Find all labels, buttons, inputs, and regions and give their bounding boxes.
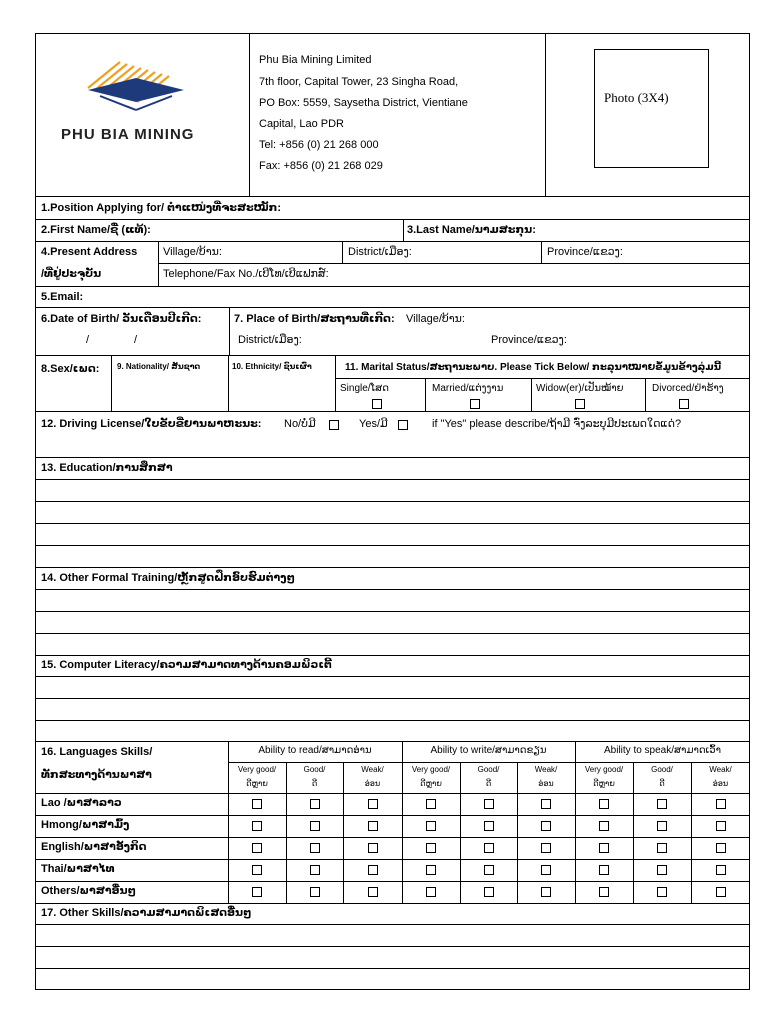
position-applying-label: 1.Position Applying for/ ຕຳແໜ່ງທີ່ຈະສະໝັກ:	[41, 202, 282, 214]
other-skills-label: 17. Other Skills/ຄວາມສາມາດພິເສດອື່ນໆ	[41, 907, 252, 919]
place-of-birth-label: 7. Place of Birth/ສະຖານທີ່ເກີດ:	[234, 313, 395, 325]
language-level-checkbox[interactable]	[252, 799, 262, 809]
driving-license-no-label: No/ບໍ່ມີ	[284, 418, 316, 430]
marital-status-label: 11. Marital Status/ສະຖານະພາບ. Please Tick Below/ ກະລຸນາໝາຍຂໍ້ມູນຂ້າງລຸ່ມນີ້	[345, 362, 722, 373]
checkbox-license-yes[interactable]	[398, 420, 408, 430]
level-header: Good/	[651, 765, 673, 774]
level-header: Weak/	[709, 765, 732, 774]
marital-option-single: Single/ໂສດ	[340, 383, 389, 394]
nationality-label: 9. Nationality/ ສັນຊາດ	[117, 362, 201, 371]
row-line	[35, 655, 750, 656]
level-header-lao: ອ່ອນ	[364, 779, 381, 788]
row-line	[35, 196, 750, 197]
level-header-lao: ດີຫຼາຍ	[246, 779, 268, 788]
birth-district-label: District/ເມືອງ:	[238, 334, 302, 346]
company-name: Phu Bia Mining Limited	[259, 54, 372, 66]
language-level-checkbox[interactable]	[541, 887, 551, 897]
language-row-label: Lao /ພາສາລາວ	[41, 797, 122, 809]
email-label: 5.Email:	[41, 291, 84, 303]
language-level-checkbox[interactable]	[310, 887, 320, 897]
dob-slash: /	[134, 334, 138, 346]
marital-option-divorced: Divorced/ຢ່າຮ້າງ	[652, 383, 724, 394]
address-village-label: Village/ບ້ານ:	[163, 246, 222, 258]
photo-label: Photo (3X4)	[604, 90, 669, 105]
language-level-checkbox[interactable]	[368, 799, 378, 809]
row-line	[35, 523, 750, 524]
row-line	[35, 501, 750, 502]
language-level-checkbox[interactable]	[599, 821, 609, 831]
language-level-checkbox[interactable]	[657, 865, 667, 875]
level-header-lao: ດີ	[485, 779, 492, 788]
language-level-checkbox[interactable]	[252, 821, 262, 831]
level-header: Weak/	[534, 765, 558, 774]
other-training-label: 14. Other Formal Training/ຫຼັກສູດຝຶກອົບຮົມຕ່າງໆ	[41, 572, 295, 584]
row-line	[35, 479, 750, 480]
divider	[425, 378, 426, 411]
driving-license-label: 12. Driving License/ໃບຂັບຂີ່ຍານພາຫະນະ:	[41, 418, 262, 430]
company-address-line2: PO Box: 5559, Saysetha District, Vientiane	[259, 97, 468, 109]
checkbox-license-no[interactable]	[329, 420, 339, 430]
checkbox-divorced[interactable]	[679, 399, 689, 409]
language-level-checkbox[interactable]	[368, 843, 378, 853]
language-level-checkbox[interactable]	[252, 887, 262, 897]
row-line	[35, 720, 750, 721]
divider	[249, 33, 250, 196]
birth-village-label: Village/ບ້ານ:	[406, 313, 465, 325]
row-line	[35, 219, 750, 220]
language-level-checkbox[interactable]	[599, 799, 609, 809]
row-line	[35, 633, 750, 634]
language-level-checkbox[interactable]	[484, 865, 494, 875]
language-level-checkbox[interactable]	[484, 821, 494, 831]
phu-bia-logo-icon	[86, 60, 186, 115]
divider	[229, 307, 230, 355]
language-level-checkbox[interactable]	[426, 821, 436, 831]
row-line	[35, 881, 750, 882]
date-of-birth-label: 6.Date of Birth/ ວັນເດືອນປີເກີດ:	[41, 313, 202, 325]
language-level-checkbox[interactable]	[599, 887, 609, 897]
language-level-checkbox[interactable]	[716, 865, 726, 875]
language-level-checkbox[interactable]	[252, 865, 262, 875]
level-header: Very good/	[237, 765, 277, 774]
language-row-label: Hmong/ພາສາມົ້ງ	[41, 819, 130, 831]
languages-skills-label: 16. Languages Skills/	[41, 746, 153, 758]
level-header: Good/	[303, 765, 326, 774]
checkbox-single[interactable]	[372, 399, 382, 409]
row-line	[35, 676, 750, 677]
sex-label: 8.Sex/ເພດ:	[41, 363, 100, 375]
divider	[158, 241, 159, 286]
driving-license-describe: if "Yes" please describe/ຖ້າມີ ຈົ່ງລະບຸມີປະເພດໃດແດ່?	[432, 418, 682, 430]
first-name-label: 2.First Name/ຊື່ (ແທ້):	[41, 224, 151, 236]
marital-option-married: Married/ແຕ່ງງານ	[432, 383, 504, 394]
row-line	[35, 457, 750, 458]
birth-province-label: Province/ແຂວງ:	[491, 334, 567, 346]
language-level-checkbox[interactable]	[426, 887, 436, 897]
level-header: Weak/	[361, 765, 384, 774]
divider	[342, 241, 343, 263]
row-line	[35, 924, 750, 925]
languages-skills-label-lao: ທັກສະທາງດ້ານພາສາ	[41, 769, 152, 781]
ability-write-header: Ability to write/ສາມາດຂຽນ	[430, 745, 547, 756]
telephone-fax-label: Telephone/Fax No./ເບີໂທ/ເບີແຟກສ໌:	[163, 268, 329, 280]
language-level-checkbox[interactable]	[252, 843, 262, 853]
language-level-checkbox[interactable]	[657, 843, 667, 853]
language-level-checkbox[interactable]	[484, 887, 494, 897]
language-level-checkbox[interactable]	[310, 821, 320, 831]
present-address-label: 4.Present Address	[41, 246, 138, 258]
row-line	[35, 611, 750, 612]
level-header-lao: ດີ	[659, 779, 665, 788]
address-province-label: Province/ແຂວງ:	[547, 246, 623, 258]
divider	[228, 355, 229, 411]
company-address-line1: 7th floor, Capital Tower, 23 Singha Road,	[259, 76, 459, 88]
row-line	[35, 793, 750, 794]
company-address-line3: Capital, Lao PDR	[259, 118, 344, 130]
divider	[335, 355, 336, 411]
row-line	[35, 698, 750, 699]
language-level-checkbox[interactable]	[716, 821, 726, 831]
language-level-checkbox[interactable]	[310, 865, 320, 875]
computer-literacy-label: 15. Computer Literacy/ຄວາມສາມາດທາງດ້ານຄອມພິວເຕີ້	[41, 659, 332, 671]
divider	[545, 33, 546, 196]
level-header: Very good/	[584, 765, 624, 774]
row-line	[35, 307, 750, 308]
row-line	[35, 411, 750, 412]
marital-option-widow: Widow(er)/ເປັນໝ້າຍ	[536, 383, 624, 394]
checkbox-married[interactable]	[470, 399, 480, 409]
level-header-lao: ດີຫຼາຍ	[593, 779, 615, 788]
language-level-checkbox[interactable]	[484, 843, 494, 853]
language-level-checkbox[interactable]	[599, 865, 609, 875]
row-line	[35, 545, 750, 546]
language-level-checkbox[interactable]	[541, 799, 551, 809]
row-line	[35, 355, 750, 356]
language-level-checkbox[interactable]	[368, 821, 378, 831]
language-level-checkbox[interactable]	[426, 843, 436, 853]
language-level-checkbox[interactable]	[484, 799, 494, 809]
language-level-checkbox[interactable]	[426, 865, 436, 875]
language-level-checkbox[interactable]	[541, 821, 551, 831]
company-tel: Tel: +856 (0) 21 268 000	[259, 139, 379, 151]
language-level-checkbox[interactable]	[599, 843, 609, 853]
logo-text: PHU BIA MINING	[61, 126, 195, 143]
divider	[645, 378, 646, 411]
language-level-checkbox[interactable]	[657, 887, 667, 897]
language-level-checkbox[interactable]	[541, 843, 551, 853]
ability-read-header: Ability to read/ສາມາດອ່ານ	[258, 745, 372, 756]
checkbox-widow[interactable]	[575, 399, 585, 409]
row-line	[35, 589, 750, 590]
present-address-label-lao: /ທີ່ຢູ່ປະຈຸບັນ	[41, 268, 102, 280]
language-level-checkbox[interactable]	[657, 799, 667, 809]
row-line	[35, 815, 750, 816]
level-header-lao: ອ່ອນ	[538, 779, 554, 788]
row-line	[35, 741, 750, 742]
level-header: Very good/	[411, 765, 451, 774]
language-level-checkbox[interactable]	[716, 843, 726, 853]
dob-slash: /	[86, 334, 90, 346]
divider	[111, 355, 112, 411]
driving-license-yes-label: Yes/ມີ	[359, 418, 388, 430]
photo-box[interactable]	[594, 49, 709, 168]
divider	[403, 219, 404, 241]
row-line	[158, 263, 750, 264]
row-line	[35, 946, 750, 947]
ability-speak-header: Ability to speak/ສາມາດເວົ້າ	[603, 745, 722, 756]
language-row-label: Thai/ພາສາໄທ	[41, 863, 115, 875]
language-level-checkbox[interactable]	[657, 821, 667, 831]
row-line	[35, 968, 750, 969]
row-line	[35, 859, 750, 860]
row-line	[335, 378, 750, 379]
row-line	[35, 837, 750, 838]
language-level-checkbox[interactable]	[368, 887, 378, 897]
language-level-checkbox[interactable]	[541, 865, 551, 875]
language-row-label: English/ພາສາອັງກິດ	[41, 841, 147, 853]
level-header-lao: ດີຫຼາຍ	[420, 779, 442, 788]
ethnicity-label: 10. Ethnicity/ ຊົນເຜົ່າ	[232, 362, 312, 371]
last-name-label: 3.Last Name/ນາມສະກຸນ:	[407, 224, 536, 236]
company-fax: Fax: +856 (0) 21 268 029	[259, 160, 383, 172]
level-header: Good/	[477, 765, 500, 774]
language-level-checkbox[interactable]	[716, 887, 726, 897]
row-line	[35, 903, 750, 904]
row-line	[35, 567, 750, 568]
address-district-label: District/ເມືອງ:	[348, 246, 412, 258]
row-line	[35, 241, 750, 242]
language-level-checkbox[interactable]	[716, 799, 726, 809]
divider	[531, 378, 532, 411]
language-row-label: Others/ພາສາອື່ນໆ	[41, 885, 136, 897]
language-level-checkbox[interactable]	[310, 799, 320, 809]
row-line	[35, 286, 750, 287]
language-level-checkbox[interactable]	[310, 843, 320, 853]
language-level-checkbox[interactable]	[368, 865, 378, 875]
level-header-lao: ອ່ອນ	[712, 779, 729, 788]
level-header-lao: ດີ	[311, 779, 318, 788]
education-label: 13. Education/ການສຶກສາ	[41, 462, 173, 474]
language-level-checkbox[interactable]	[426, 799, 436, 809]
row-line	[228, 762, 750, 763]
divider	[541, 241, 542, 263]
